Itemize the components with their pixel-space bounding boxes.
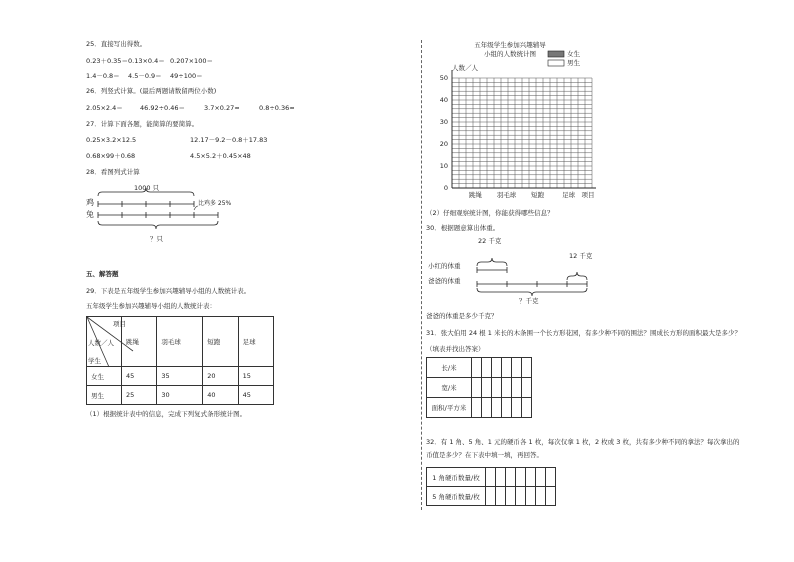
blank-cell[interactable]: [492, 358, 502, 378]
q25-item: 0.207×100＝: [170, 57, 213, 65]
blank-cell[interactable]: [546, 468, 556, 487]
row-label: 宽/米: [427, 378, 472, 398]
q30-title: 30．根据题意算出体重。: [426, 224, 500, 232]
blank-cell[interactable]: [546, 487, 556, 506]
chart-y-axis-label: 人数／人: [452, 64, 478, 72]
legend-label: 男生: [567, 59, 580, 67]
blank-cell[interactable]: [486, 487, 496, 506]
q30-dad-label: 爸爸的体重: [428, 277, 461, 285]
q26-item: 2.05×2.4＝: [86, 104, 123, 112]
table-cell: 35: [157, 367, 203, 386]
x-tick-label: 短跑: [531, 191, 545, 199]
y-tick-label: 20: [439, 140, 448, 148]
chart-title-line1: 五年级学生参加兴趣辅导: [474, 41, 546, 49]
row-label: 男生: [87, 386, 122, 405]
q26-item: 46.92÷0.46＝: [140, 104, 186, 112]
q31-hint: （填表并找出答案）: [426, 345, 485, 353]
table-row: [427, 487, 556, 506]
q29-title: 29．下表是五年级学生参加兴趣辅导小组的人数统计表。: [86, 287, 251, 295]
blank-cell[interactable]: [526, 468, 536, 487]
corner-item-label: 项目: [113, 320, 126, 328]
y-tick-label: 40: [439, 96, 448, 104]
q30-hong-label: 小红的体重: [428, 262, 461, 270]
q27-item: 4.5×5.2＋0.45×48: [190, 152, 251, 160]
blank-cell[interactable]: [496, 487, 506, 506]
q25-title: 25．直接写出得数。: [86, 40, 147, 48]
table-row: [427, 398, 532, 418]
y-tick-label: 50: [439, 74, 448, 82]
blank-cell[interactable]: [506, 487, 516, 506]
q25-item: 0.13×0.4＝: [128, 57, 165, 65]
q29-sub2: （2）仔细观察统计图，你能获得哪些信息？: [426, 209, 554, 217]
blank-cell[interactable]: [522, 358, 532, 378]
q32-title-2: 币值是多少？在下表中填一填，再回答。: [426, 451, 543, 459]
table-cell: 30: [157, 386, 203, 405]
q25-item: 1.4－0.8＝: [86, 72, 120, 80]
blank-cell[interactable]: [522, 378, 532, 398]
blank-cell[interactable]: [482, 358, 492, 378]
row-label: 5 角硬币数量/枚: [427, 487, 486, 506]
q30-extra-weight: 12 千克: [569, 252, 593, 260]
q27-item: 0.68×99＋0.68: [86, 152, 136, 160]
q26-item: 0.8÷0.36≈: [259, 104, 295, 112]
row-label: 女生: [87, 367, 122, 386]
blank-cell[interactable]: [502, 378, 512, 398]
blank-cell[interactable]: [506, 468, 516, 487]
q26-title: 26．列竖式计算。(最后两题请数留两位小数): [86, 87, 217, 95]
blank-cell[interactable]: [492, 378, 502, 398]
q25-item: 49÷100＝: [170, 72, 203, 80]
table-cell: 45: [122, 367, 157, 386]
q27-title: 27．计算下面各题，能简算的要简算。: [86, 120, 199, 128]
x-axis-label: 项目: [581, 191, 595, 199]
q31-fill-table: [426, 357, 532, 418]
blank-cell[interactable]: [536, 487, 546, 506]
blank-cell[interactable]: [512, 398, 522, 418]
blank-cell[interactable]: [516, 487, 526, 506]
q28-title: 28．看图列式计算: [86, 168, 140, 176]
q29-table-title: 五年级学生参加兴趣辅导小组的人数统计表：: [86, 302, 216, 310]
blank-cell[interactable]: [472, 398, 482, 418]
blank-cell[interactable]: [486, 468, 496, 487]
q27-item: 12.17－9.2－0.8＋17.83: [190, 136, 268, 144]
blank-cell[interactable]: [472, 358, 482, 378]
table-row: [427, 378, 532, 398]
blank-cell[interactable]: [502, 398, 512, 418]
table-header: 跳绳: [122, 317, 157, 367]
table-cell: 25: [122, 386, 157, 405]
q25-item: 0.23＋0.35＝: [86, 57, 128, 65]
table-header: 短跑: [203, 317, 238, 367]
blank-cell[interactable]: [482, 378, 492, 398]
q29-sub1: （1）根据统计表中的信息，完成下列复式条形统计图。: [86, 410, 247, 418]
blank-cell[interactable]: [526, 487, 536, 506]
row-label: 1 角硬币数量/枚: [427, 468, 486, 487]
row-label: 面积/平方米: [427, 398, 472, 418]
x-tick-label: 跳绳: [468, 191, 482, 199]
blank-cell[interactable]: [516, 468, 526, 487]
table-cell: 15: [238, 367, 273, 386]
q28-note: 比鸡多 25%: [198, 200, 232, 207]
table-cell: 40: [203, 386, 238, 405]
corner-unit-label: 人数／人: [88, 339, 114, 347]
q31-title: 31．张大伯用 24 根 1 米长的木条围一个长方形花园，有多少种不同的围法？围成长方形的面积最大是多少？: [426, 329, 741, 337]
q25-item: 4.5－0.9＝: [128, 72, 162, 80]
legend-label: 女生: [567, 50, 580, 58]
table-row: [427, 358, 532, 378]
chart-title-line2: 小组的人数统计图: [484, 50, 536, 58]
q28-chicken-label: 鸡: [86, 198, 94, 207]
x-tick-label: 足球: [562, 191, 576, 199]
blank-cell[interactable]: [522, 398, 532, 418]
row-label: 长/米: [427, 358, 472, 378]
blank-cell[interactable]: [482, 398, 492, 418]
table-cell: 20: [203, 367, 238, 386]
blank-cell[interactable]: [492, 398, 502, 418]
q27-item: 0.25×3.2×12.5: [86, 136, 137, 144]
q28-question: ？只: [150, 235, 163, 243]
blank-cell[interactable]: [496, 468, 506, 487]
q32-fill-table: [426, 467, 556, 506]
y-tick-label: 0: [443, 184, 448, 192]
q28-rabbit-label: 兔: [86, 210, 94, 219]
blank-cell[interactable]: [472, 378, 482, 398]
y-tick-label: 30: [439, 118, 448, 126]
table-cell: 45: [238, 386, 273, 405]
y-tick-label: 10: [439, 162, 448, 170]
q26-item: 3.7×0.27≈: [204, 104, 240, 112]
q28-total-label: 1000 只: [134, 184, 160, 192]
q32-title: 32．有 1 角、5 角、1 元的硬币各 1 枚，每次仅拿 1 枚，2 枚或 3 枚，共有多少种不同的拿法？每次拿出的: [426, 438, 740, 446]
table-header: 足球: [238, 317, 273, 367]
blank-cell[interactable]: [512, 378, 522, 398]
corner-student-label: 学生: [88, 357, 101, 365]
blank-cell[interactable]: [536, 468, 546, 487]
q30-hong-weight: 22 千克: [478, 237, 502, 245]
blank-cell[interactable]: [502, 358, 512, 378]
blank-cell[interactable]: [512, 358, 522, 378]
q30-question: ？千克: [519, 297, 539, 305]
table-row: [427, 468, 556, 487]
table-header: 羽毛球: [157, 317, 203, 367]
q30-ask: 爸爸的体重是多少千克？: [426, 312, 498, 320]
section-5-heading: 五、解答题: [86, 270, 119, 278]
x-tick-label: 羽毛球: [496, 191, 517, 199]
